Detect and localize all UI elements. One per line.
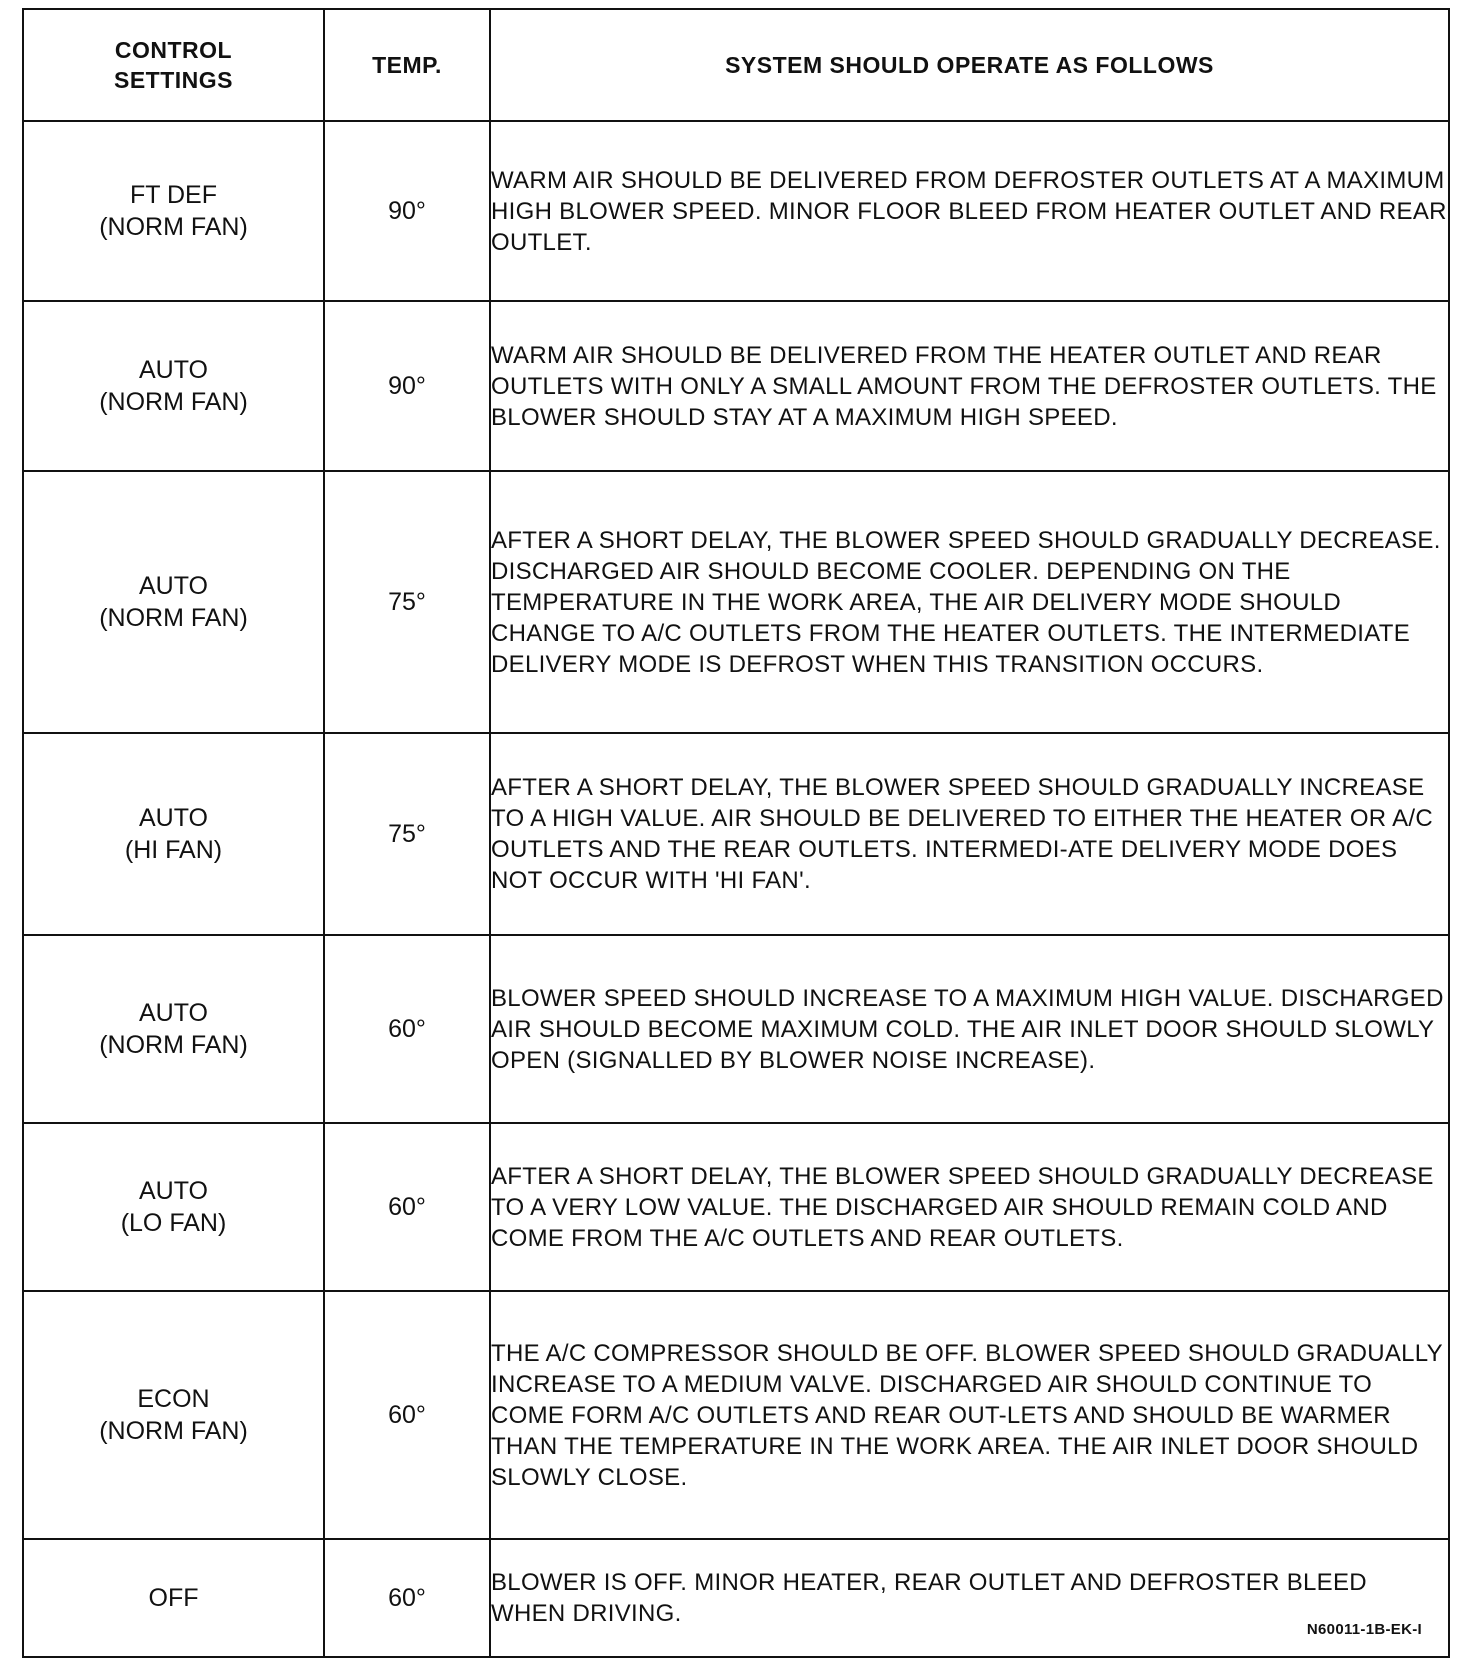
row-setting: AUTO (HI FAN) — [24, 733, 324, 935]
row-setting: AUTO (NORM FAN) — [24, 471, 324, 733]
control-settings-table-frame — [22, 8, 1450, 1658]
row-setting: FT DEF (NORM FAN) — [24, 121, 324, 301]
header-operation: SYSTEM SHOULD OPERATE AS FOLLOWS — [490, 10, 1448, 121]
table-row — [24, 471, 1448, 733]
row-description: WARM AIR SHOULD BE DELIVERED FROM DEFROSTER OUTLETS AT A MAXIMUM HIGH BLOWER SPEED. MINOR FLOOR BLEED FROM HEATER OUTLET AND REAR OUTLET. — [490, 121, 1448, 301]
row-setting: AUTO (NORM FAN) — [24, 301, 324, 471]
row-temp: 90° — [324, 121, 490, 301]
table-row — [24, 733, 1448, 935]
control-settings-table — [24, 10, 1448, 1656]
figure-code: N60011-1B-EK-I — [1306, 1621, 1422, 1638]
row-description: AFTER A SHORT DELAY, THE BLOWER SPEED SHOULD GRADUALLY INCREASE TO A HIGH VALUE. AIR SHOULD BE DELIVERED TO EITHER THE HEATER OR A/C OUTLETS AND THE REAR OUTLETS. INTERMEDI-ATE DELIVERY MODE DOES NOT OCCUR WITH 'HI FAN'. — [490, 733, 1448, 935]
row-description: THE A/C COMPRESSOR SHOULD BE OFF. BLOWER SPEED SHOULD GRADUALLY INCREASE TO A MEDIUM VALVE. DISCHARGED AIR SHOULD CONTINUE TO COME FORM A/C OUTLETS AND REAR OUT-LETS AND SHOULD BE WARMER THAN THE TEMPERATURE IN THE WORK AREA. THE AIR INLET DOOR SHOULD SLOWLY CLOSE. — [490, 1291, 1448, 1539]
row-temp: 90° — [324, 301, 490, 471]
table-row — [24, 301, 1448, 471]
row-temp: 60° — [324, 1539, 490, 1656]
row-temp: 60° — [324, 935, 490, 1123]
row-setting: AUTO (NORM FAN) — [24, 935, 324, 1123]
row-description: WARM AIR SHOULD BE DELIVERED FROM THE HEATER OUTLET AND REAR OUTLETS WITH ONLY A SMALL AMOUNT FROM THE DEFROSTER OUTLETS. THE BLOWER SHOULD STAY AT A MAXIMUM HIGH SPEED. — [490, 301, 1448, 471]
header-temp: TEMP. — [324, 10, 490, 121]
row-description: AFTER A SHORT DELAY, THE BLOWER SPEED SHOULD GRADUALLY DECREASE TO A VERY LOW VALUE. THE DISCHARGED AIR SHOULD REMAIN COLD AND COME FROM THE A/C OUTLETS AND REAR OUTLETS. — [490, 1123, 1448, 1291]
row-temp: 60° — [324, 1123, 490, 1291]
row-description: BLOWER SPEED SHOULD INCREASE TO A MAXIMUM HIGH VALUE. DISCHARGED AIR SHOULD BECOME MAXIMUM COLD. THE AIR INLET DOOR SHOULD SLOWLY OPEN (SIGNALLED BY BLOWER NOISE INCREASE). — [490, 935, 1448, 1123]
table-header-row — [24, 10, 1448, 121]
table-row — [24, 121, 1448, 301]
row-description: BLOWER IS OFF. MINOR HEATER, REAR OUTLET AND DEFROSTER BLEED WHEN DRIVING. — [491, 1569, 1367, 1627]
row-temp: 75° — [324, 733, 490, 935]
row-setting: ECON (NORM FAN) — [24, 1291, 324, 1539]
row-temp: 75° — [324, 471, 490, 733]
header-control-settings: CONTROL SETTINGS — [24, 10, 324, 121]
table-row — [24, 1123, 1448, 1291]
row-temp: 60° — [324, 1291, 490, 1539]
row-setting: AUTO (LO FAN) — [24, 1123, 324, 1291]
table-row — [24, 935, 1448, 1123]
table-row — [24, 1539, 1448, 1656]
table-row — [24, 1291, 1448, 1539]
row-setting: OFF — [24, 1539, 324, 1656]
row-description: AFTER A SHORT DELAY, THE BLOWER SPEED SHOULD GRADUALLY DECREASE. DISCHARGED AIR SHOULD BECOME COOLER. DEPENDING ON THE TEMPERATURE IN THE WORK AREA, THE AIR DELIVERY MODE SHOULD CHANGE TO A/C OUTLETS FROM THE HEATER OUTLETS. THE INTERMEDIATE DELIVERY MODE IS DEFROST WHEN THIS TRANSITION OCCURS. — [490, 471, 1448, 733]
